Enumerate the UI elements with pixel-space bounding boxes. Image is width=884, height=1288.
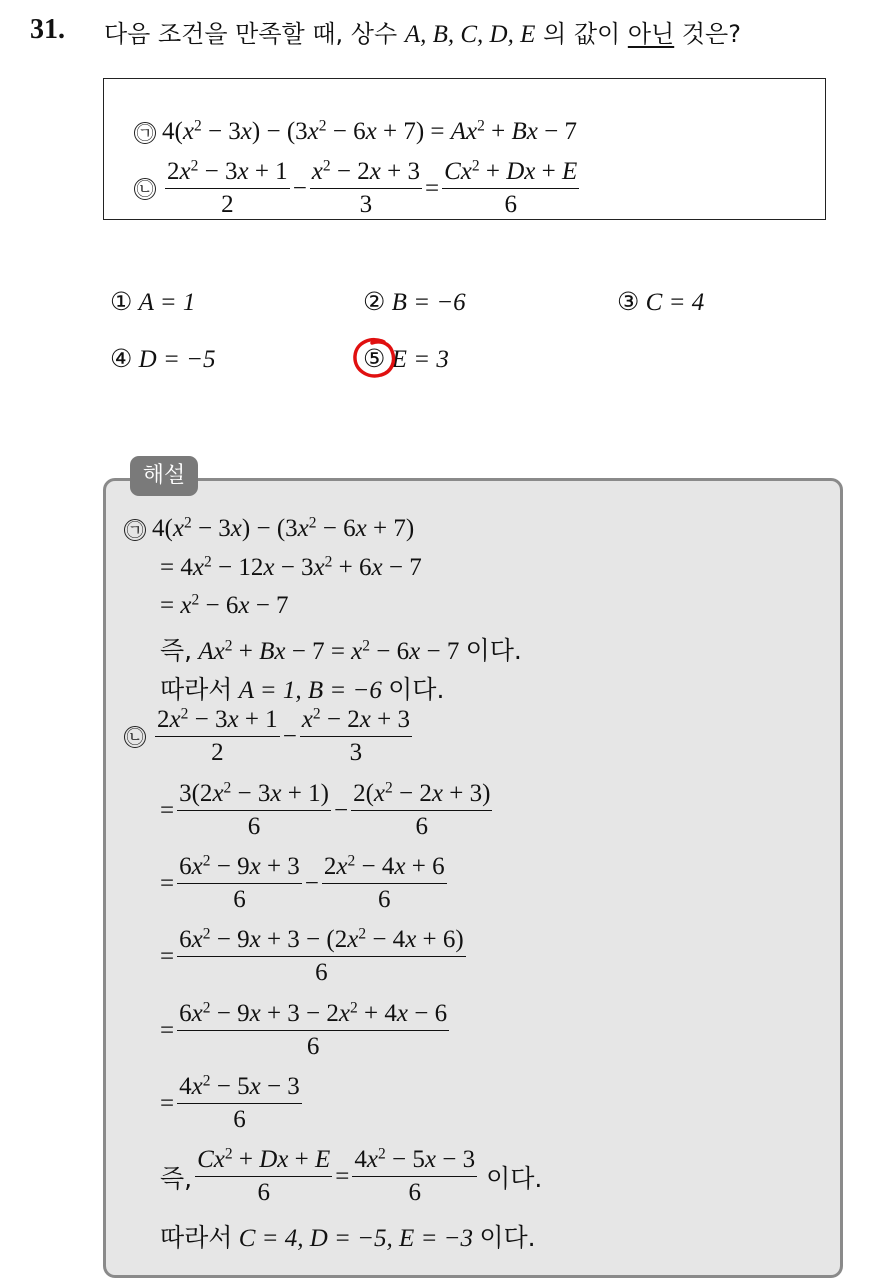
sol-word-therefore-1: 따라서 (160, 675, 233, 704)
answer-circle-icon (350, 334, 402, 382)
sol-line-3: = $x^2 - 6x - 7$ (160, 591, 289, 619)
sol-line-4: 즉, $Ax^2 + Bx - 7 = x^2 - 6x - 7$ 이다. (160, 636, 522, 665)
choice-4-text: D = −5 (138, 346, 216, 373)
sol-line-6: ㉡ $\frac{2x^2 - 3x + 1}{2}$ − $\frac{x^2 - 2x + 3}{3}$ (124, 706, 415, 767)
solution-tag: 해설 (130, 456, 198, 496)
sol-line-5 (160, 670, 444, 706)
sol-line-9: = $\frac{6x^2 - 9x + 3 - (2x^2 - 4x + 6)}{6}$ (160, 925, 464, 986)
sol-word-therefore-2: 따라서 (160, 1223, 233, 1252)
choice-1[interactable] (110, 287, 195, 317)
choice-2-text: B = −6 (391, 289, 466, 316)
sol-line-7: = $\frac{3(2x^2 - 3x + 1)}{6}$ − $\frac{2(x^2 - 2x + 3)}{6}$ (160, 779, 491, 840)
sol-word-that-is-2: 즉, (160, 1163, 193, 1193)
choice-1-mark: ① (110, 289, 133, 316)
question-underlined-word: 아닌 (627, 20, 675, 48)
sol-line-8: = $\frac{6x^2 - 9x + 3}{6}$ − $\frac{2x^2 - 4x + 6}{6}$ (160, 852, 445, 913)
sol-line-11: = $\frac{4x^2 - 5x - 3}{6}$ (160, 1072, 300, 1133)
sol-mark-2: ㉡ (124, 726, 146, 748)
sol-word-ida-1: 이다. (465, 636, 522, 665)
choice-1-text: A = 1 (138, 289, 196, 316)
sol-mark-1: ㉠ (124, 519, 146, 541)
choice-2[interactable] (363, 287, 466, 317)
choice-5-text: E = 3 (391, 346, 449, 373)
choice-2-mark: ② (363, 289, 386, 316)
sol-word-ida-3: 이다. (486, 1163, 543, 1193)
sol-line-1: ㉠ $4(x^2 - 3x) - (3x^2 - 6x + 7)$ (124, 515, 414, 543)
sol-line-2: = $4x^2 - 12x - 3x^2 + 6x - 7$ (160, 553, 422, 581)
choice-4[interactable] (110, 344, 215, 374)
choice-5-mark: ⑤ (363, 346, 386, 373)
sol-word-ida-2: 이다. (388, 675, 445, 704)
sol-word-ida-4: 이다. (479, 1223, 536, 1252)
sol-line-13 (160, 1218, 536, 1254)
condition-2-mark: ㉡ (134, 178, 156, 200)
choice-3-mark: ③ (617, 289, 640, 316)
condition-1-mark: ㉠ (134, 122, 156, 144)
sol-word-that-is: 즉, (160, 636, 193, 665)
sol-line-12: 즉, $\frac{Cx^2 + Dx + E}{6}$ = $\frac{4x^2 - 5x - 3}{6}$ 이다. (160, 1145, 543, 1206)
question-constants: A, B, C, D, E (404, 21, 536, 48)
question-text-post: 것은? (681, 20, 741, 48)
question-text-pre: 다음 조건을 만족할 때, 상수 (104, 20, 398, 48)
choice-3[interactable] (617, 287, 704, 317)
condition-1: ㉠ $4(x^2 - 3x) - (3x^2 - 6x + 7) = Ax^2 + Bx - 7$ (134, 118, 577, 146)
question-text (104, 14, 741, 49)
sol-answer-1: A = 1, B = −6 (238, 677, 382, 704)
sol-answer-2: C = 4, D = −5, E = −3 (238, 1225, 474, 1252)
question-number: 31. (30, 14, 65, 45)
choice-4-mark: ④ (110, 346, 133, 373)
sol-line-10: = $\frac{6x^2 - 9x + 3 - 2x^2 + 4x - 6}{6}$ (160, 999, 448, 1060)
choice-3-text: C = 4 (645, 289, 705, 316)
question-text-mid: 의 값이 (543, 20, 621, 48)
condition-2: ㉡ $\frac{2x^2 - 3x + 1}{2}$ − $\frac{x^2 - 2x + 3}{3}$ = $\frac{Cx^2 + Dx + E}{6}$ (134, 158, 582, 219)
